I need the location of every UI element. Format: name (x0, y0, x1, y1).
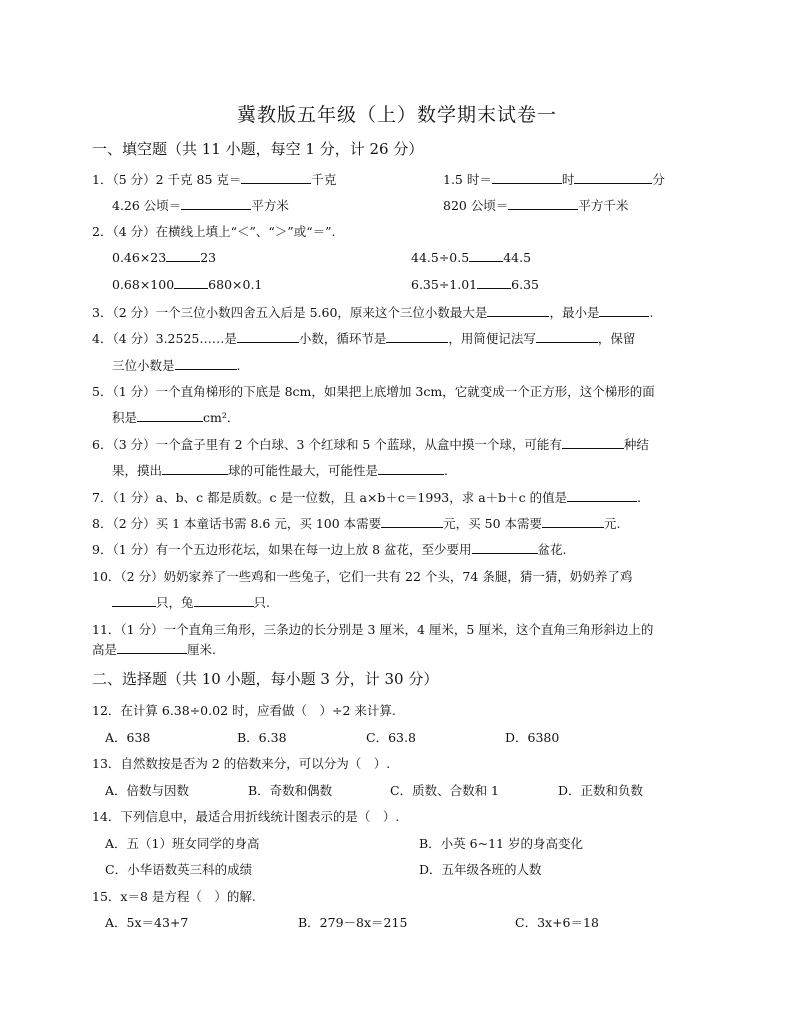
q1-text-c: 4.26 公顷＝ (112, 198, 182, 213)
question-13-stem: 13．自然数按是否为 2 的倍数来分，可以分为（ ）. (92, 756, 391, 771)
question-2-stem: 2．（4 分）在横线上填上“＜”、“＞”或“＝”. (92, 224, 336, 239)
option-a[interactable]: A．倍数与因数 (105, 783, 190, 798)
q5-text: cm²． (203, 410, 240, 425)
q6-text: . (444, 463, 449, 478)
answer-blank[interactable] (174, 276, 208, 289)
expr: 0.68×100 (112, 277, 175, 292)
option-b[interactable]: B．6.38 (237, 730, 287, 745)
question-8 (92, 514, 621, 532)
option-b[interactable]: B．小英 6~11 岁的身高变化 (419, 836, 583, 851)
q1-text-d: 820 公顷＝ (443, 198, 509, 213)
answer-blank[interactable] (381, 515, 443, 528)
expr: 23 (200, 250, 217, 265)
answer-blank[interactable] (492, 171, 562, 184)
question-2-c (112, 276, 262, 292)
answer-blank[interactable] (241, 171, 311, 184)
question-9 (92, 540, 567, 558)
answer-blank[interactable] (112, 594, 156, 607)
q6-text: 6．（3 分）一个盒子里有 2 个白球、3 个红球和 5 个蓝球，从盒中摸一个球，可能有 (92, 437, 562, 452)
unit: 时 (561, 172, 575, 187)
question-2-b (411, 249, 531, 265)
option-b[interactable]: B．奇数和偶数 (248, 783, 333, 798)
page-title: 冀教版五年级（上）数学期末试卷一 (236, 104, 557, 126)
question-11-line-2 (92, 640, 216, 658)
question-6-line-2 (112, 461, 448, 479)
q8-text: 元，买 50 本需要 (443, 516, 543, 531)
q6-text: 球的可能性最大，可能性是 (228, 463, 379, 478)
answer-blank[interactable] (378, 462, 444, 475)
option-b[interactable]: B．279－8x＝215 (298, 915, 408, 930)
answer-blank[interactable] (137, 409, 203, 422)
answer-blank[interactable] (536, 330, 598, 343)
expr: 6.35 (511, 277, 539, 292)
q9-text: 9．（1 分）有一个五边形花坛，如果在每一边上放 8 盆花，至少要用 (92, 542, 472, 557)
q6-text: 果，摸出 (112, 463, 163, 478)
q7-text: 7．（1 分）a、b、c 都是质数。c 是一位数，且 a×b＋c＝1993，求 a＋b＋c 的值是 (92, 490, 568, 505)
answer-blank[interactable] (469, 249, 503, 262)
answer-blank[interactable] (567, 489, 637, 502)
q11-text: 高是 (92, 642, 118, 657)
q6-text: 种结 (623, 437, 649, 452)
option-a[interactable]: A．5x＝43+7 (105, 915, 189, 930)
answer-blank[interactable] (175, 357, 237, 370)
q5-text: 积是 (112, 410, 138, 425)
q11-text: 厘米. (187, 642, 216, 657)
question-2-d (411, 276, 539, 292)
q4-text: 小数，循环节是 (298, 331, 387, 346)
option-d[interactable]: D．五年级各班的人数 (419, 862, 542, 877)
answer-blank[interactable] (472, 541, 538, 554)
expr: 0.46×23 (112, 250, 167, 265)
unit: 分 (652, 172, 665, 187)
q4-text: . (236, 358, 241, 373)
q3-text: ，最小是 (549, 305, 600, 320)
answer-blank[interactable] (166, 249, 200, 262)
question-4-line-2 (112, 356, 241, 374)
q1-text: 1．（5 分）2 千克 85 克＝ (92, 172, 242, 187)
option-c[interactable]: C．3x+6＝18 (515, 915, 599, 930)
q3-text: 3．（2 分）一个三位小数四舍五入后是 5.60，原来这个三位小数最大是 (92, 305, 488, 320)
unit: 平方千米 (578, 198, 629, 213)
answer-blank[interactable] (508, 197, 578, 210)
question-3 (92, 303, 653, 321)
question-7 (92, 488, 641, 506)
q8-text: 8．（2 分）买 1 本童话书需 8.6 元，买 100 本需要 (92, 516, 382, 531)
question-5-line-1: 5．（1 分）一个直角梯形的下底是 8cm，如果把上底增加 3cm，它就变成一个正方形，这个梯形的面 (92, 384, 655, 399)
question-1-line-1 (92, 170, 336, 188)
option-a[interactable]: A．五（1）班女同学的身高 (105, 836, 260, 851)
answer-blank[interactable] (117, 641, 187, 654)
answer-blank[interactable] (487, 304, 549, 317)
question-2-a (112, 249, 216, 265)
question-10-line-2 (112, 593, 270, 611)
answer-blank[interactable] (162, 462, 228, 475)
answer-blank[interactable] (574, 171, 652, 184)
option-c[interactable]: C．63.8 (366, 730, 416, 745)
answer-blank[interactable] (599, 304, 649, 317)
question-5-line-2 (112, 408, 239, 426)
question-6-line-1 (92, 435, 649, 453)
expr: 44.5 (503, 250, 532, 265)
answer-blank[interactable] (194, 594, 254, 607)
q10-text: 只，兔 (156, 595, 194, 610)
q1-text-b: 1.5 时＝ (443, 172, 492, 187)
question-1-part-b (443, 170, 665, 188)
q7-text: . (637, 490, 642, 505)
section-heading-multiple-choice: 二、选择题（共 10 小题，每小题 3 分，计 30 分） (92, 670, 439, 688)
section-heading-fill-in: 一、填空题（共 11 小题，每空 1 分，计 26 分） (92, 140, 424, 158)
option-a[interactable]: A．638 (105, 730, 151, 745)
question-10-line-1: 10．（2 分）奶奶家养了一些鸡和一些兔子，它们一共有 22 个头，74 条腿，猜一猜，奶奶养了鸡 (92, 569, 633, 584)
question-4-line-1 (92, 329, 635, 347)
answer-blank[interactable] (237, 330, 299, 343)
answer-blank[interactable] (386, 330, 448, 343)
q4-text: ，用简便记法写 (448, 331, 536, 346)
answer-blank[interactable] (477, 276, 511, 289)
answer-blank[interactable] (542, 515, 604, 528)
question-11-line-1: 11．（1 分）一个直角三角形，三条边的长分别是 3 厘米，4 厘米，5 厘米，这个直角三角形斜边上的 (92, 622, 654, 637)
q3-text: . (649, 305, 654, 320)
q10-text: 只. (253, 595, 270, 610)
option-d[interactable]: D．6380 (505, 730, 560, 745)
unit: 千克 (311, 172, 337, 187)
question-14-stem: 14．下列信息中，最适合用折线统计图表示的是（ ）. (92, 809, 400, 824)
question-1-part-d (443, 196, 628, 214)
question-1-part-c (112, 196, 289, 214)
question-15-stem: 15．x＝8 是方程（ ）的解. (92, 889, 256, 904)
q4-text: 三位小数是 (112, 358, 175, 373)
question-12-stem: 12．在计算 6.38÷0.02 时，应看做（ ）÷2 来计算. (92, 703, 396, 718)
q4-text: ，保留 (597, 331, 636, 346)
answer-blank[interactable] (562, 436, 624, 449)
expr: 44.5÷0.5 (411, 250, 470, 265)
option-c[interactable]: C．小华语数英三科的成绩 (105, 862, 253, 877)
unit: 平方米 (251, 198, 289, 213)
answer-blank[interactable] (181, 197, 251, 210)
option-c[interactable]: C．质数、合数和 1 (390, 783, 499, 798)
q9-text: 盆花. (537, 542, 567, 557)
q4-text: 4．（4 分）3.2525……是 (92, 331, 237, 346)
expr: 680×0.1 (208, 277, 263, 292)
option-d[interactable]: D．正数和负数 (558, 783, 644, 798)
expr: 6.35÷1.01 (411, 277, 478, 292)
q8-text: 元. (604, 516, 621, 531)
